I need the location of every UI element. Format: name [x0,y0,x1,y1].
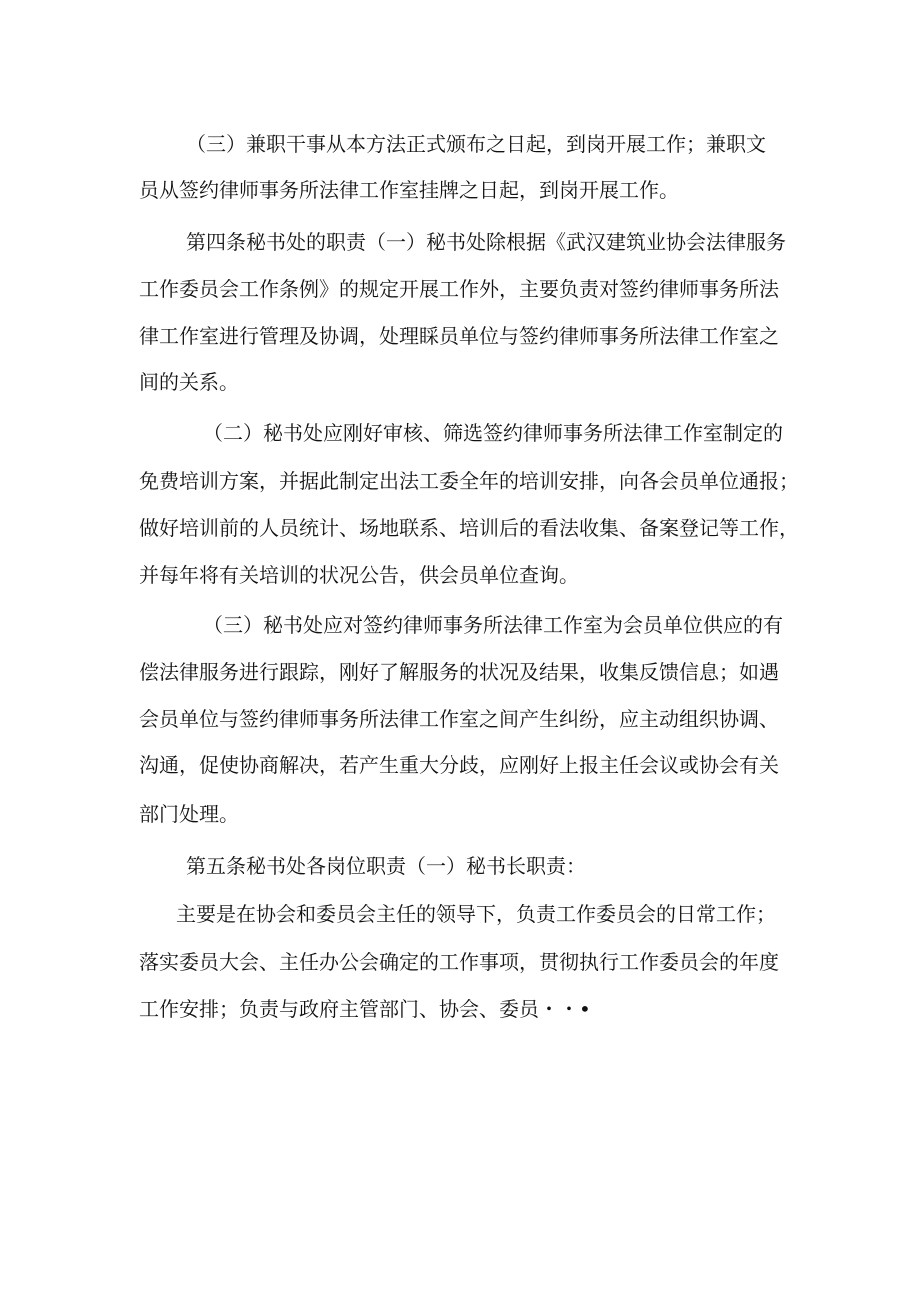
paragraph-3-line-1: （二）秘书处应刚好审核、筛选签约律师事务所法律工作室制定的 [203,421,783,445]
paragraph-1-line-2: 员从签约律师事务所法律工作室挂牌之日起，到岗开展工作。 [139,178,679,202]
paragraph-3-line-2: 免费培训方案，并据此制定出法工委全年的培训安排，向各会员单位通报； [139,469,799,493]
paragraph-3-line-4: 并每年将有关培训的状况公告，供会员单位查询。 [139,563,579,587]
paragraph-3-line-3: 做好培训前的人员统计、场地联系、培训后的看法收集、备案登记等工作， [139,516,799,540]
paragraph-4-line-2: 偿法律服务进行跟踪，刚好了解服务的状况及结果，收集反馈信息；如遇 [139,660,779,684]
paragraph-6-line-2: 落实委员大会、主任办公会确定的工作事项，贯彻执行工作委员会的年度 [139,950,779,974]
paragraph-6-line-1: 主要是在协会和委员会主任的领导下，负责工作委员会的日常工作； [176,902,776,926]
paragraph-5-line-1: 第五条秘书处各岗位职责（一）秘书长职责： [186,854,586,878]
paragraph-4-line-3: 会员单位与签约律师事务所法律工作室之间产生纠纷，应主动组织协调、 [139,707,779,731]
paragraph-4-line-4: 沟通，促使协商解决，若产生重大分歧，应刚好上报主任会议或协会有关 [139,753,779,777]
paragraph-2-line-3: 律工作室进行管理及协调，处理睬员单位与签约律师事务所法律工作室之 [139,324,779,348]
paragraph-4-line-5: 部门处理。 [139,802,239,826]
paragraph-2-line-2: 工作委员会工作条例》的规定开展工作外，主要负责对签约律师事务所法 [139,277,779,301]
paragraph-2-line-1: 第四条秘书处的职责（一）秘书处除根据《武汉建筑业协会法律服务 [186,230,786,254]
paragraph-4-line-1: （三）秘书处应对签约律师事务所法律工作室为会员单位供应的有 [203,613,783,637]
paragraph-1-line-1: （三）兼职干事从本方法正式颁布之日起，到岗开展工作；兼职文 [186,132,766,156]
paragraph-6-line-3: 工作安排；负责与政府主管部门、协会、委员・・• [139,997,591,1021]
paragraph-2-line-4: 间的关系。 [139,370,239,394]
